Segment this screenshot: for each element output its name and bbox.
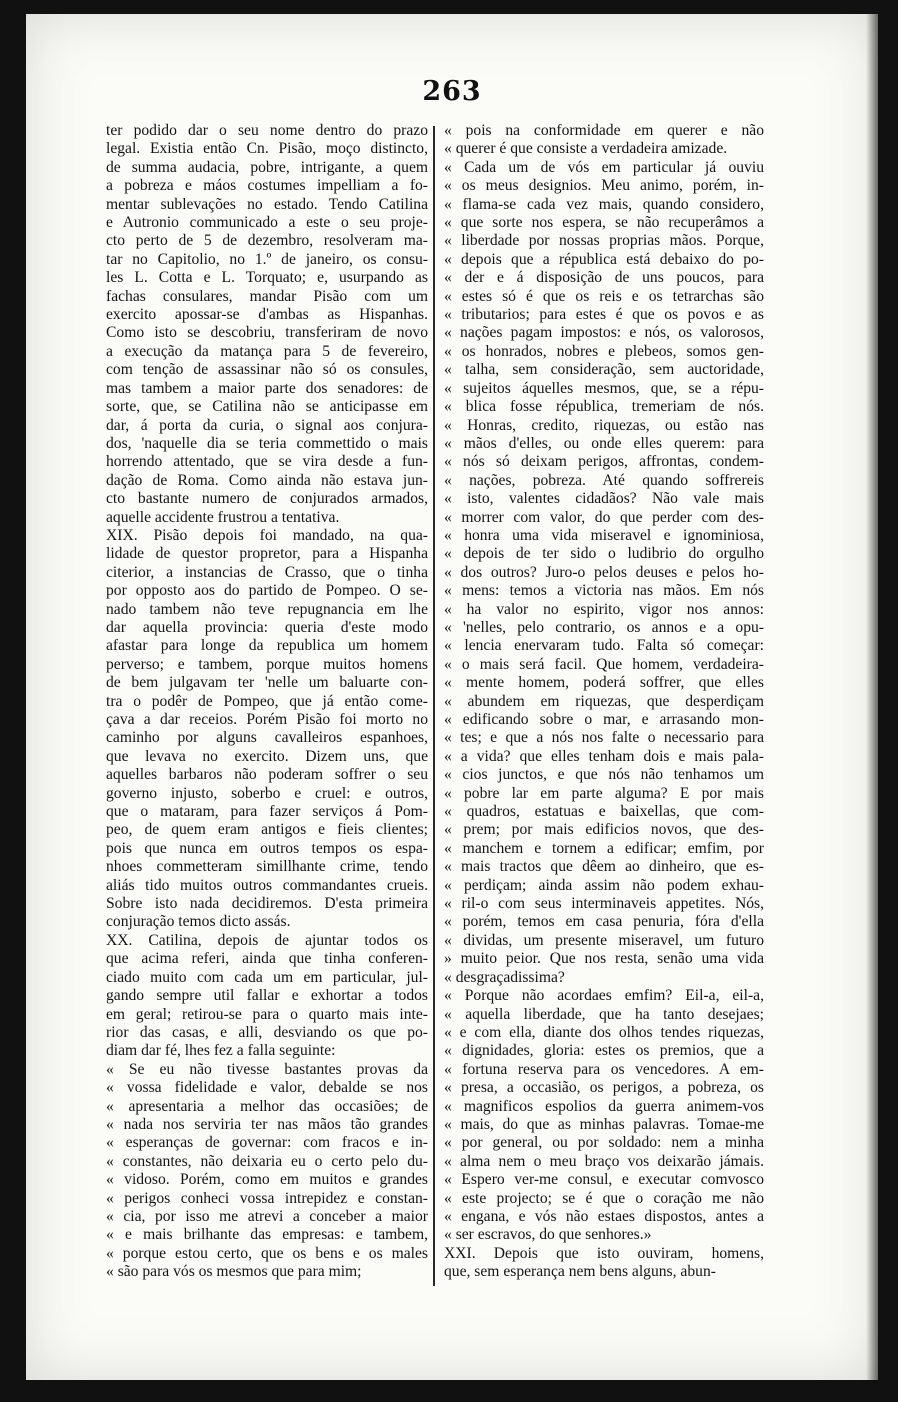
text-line: exercito apossar-se d'ambas as Hispanhas. <box>106 306 428 324</box>
text-line: mas tambem a maior parte dos senadores: de <box>106 379 428 397</box>
text-line: tar no Capitolio, no 1.º de janeiro, os consu- <box>106 250 428 268</box>
text-line: les L. Cotta e L. Torquato; e, usurpando as <box>106 269 428 287</box>
text-line: « ha valor no espirito, vigor nos annos: <box>444 600 764 618</box>
text-line: « fortuna reserva para os vencedores. A em- <box>444 1060 764 1078</box>
text-line: « nações pagam impostos: e nós, os valorosos, <box>444 324 764 342</box>
text-line: cto perto de 5 de dezembro, resolveram ma- <box>106 232 428 250</box>
text-line: « tes; e que a nós nos falte o necessario para <box>444 729 764 747</box>
text-line: nado tambem não teve repugnancia em lhe <box>106 600 428 618</box>
left-text-column <box>106 122 428 1282</box>
text-line: « os meus designios. Meu animo, porém, in- <box>444 177 764 195</box>
text-line: ter podido dar o seu nome dentro do prazo <box>106 122 428 139</box>
scan-edge-shadow <box>866 14 878 1380</box>
text-line: Sobre isto nada decidiremos. D'esta primeira <box>106 895 428 913</box>
text-line: « pobre lar em parte alguma? E por mais <box>444 784 764 802</box>
text-line: « estes só é que os reis e os tetrarchas são <box>444 287 764 305</box>
text-line: « ril-o com seus interminaveis appetites. Nós, <box>444 895 764 913</box>
text-line: « dividas, um presente miseravel, um futuro <box>444 931 764 949</box>
text-line: XXI. Depois que isto ouviram, homens, <box>444 1244 764 1262</box>
text-line: mentar sublevações no estado. Tendo Catilina <box>106 195 428 213</box>
text-line: « isto, valentes cidadãos? Não vale mais <box>444 490 764 508</box>
text-line: « blica fosse républica, tremeriam de nós. <box>444 398 764 416</box>
text-line: dar aquella provincia: queria d'este modo <box>106 618 428 636</box>
text-line: dos, 'naquelle dia se teria commettido o mais <box>106 434 428 452</box>
page-number: 263 <box>422 76 482 107</box>
text-line: perverso; e tambem, porque muitos homens <box>106 655 428 673</box>
text-line: « perdiçam; ainda assim não podem exhau- <box>444 876 764 894</box>
text-line: « tributarios; para estes é que os povos e as <box>444 306 764 324</box>
text-line: « alma nem o meu braço vos deixarão jámais. <box>444 1152 764 1170</box>
text-line: « edificando sobre o mar, e arrasando mon- <box>444 711 764 728</box>
text-line: dação de Roma. Como ainda não estava jun- <box>106 471 428 489</box>
text-line: « que sorte nos espera, se não recuperâmos a <box>444 214 764 232</box>
text-line: fachas consulares, mandar Pisão com um <box>106 287 428 305</box>
text-line: « nada nos serviria ter nas mãos tão grandes <box>106 1115 428 1133</box>
text-line: « prem; por mais edificios novos, que des- <box>444 821 764 839</box>
right-text-column <box>444 122 764 1282</box>
text-line: sorte, que, se Catilina não se anticipasse em <box>106 398 428 416</box>
text-line: « magnificos espolios da guerra animem-vos <box>444 1097 764 1115</box>
text-line: governo injusto, soberbo e cruel: e outros, <box>106 784 428 802</box>
text-line: caminho por alguns cavalleiros espanhoes, <box>106 729 428 747</box>
text-line: rior das casas, e alli, desviando os que po- <box>106 1023 428 1041</box>
text-line: « constantes, não deixaria eu o certo pelo du- <box>106 1152 428 1170</box>
text-line: » muito peior. Que nos resta, senão uma vida <box>444 950 764 968</box>
text-line: « engana, e vós não estaes dispostos, antes a <box>444 1207 764 1225</box>
text-line: diam dar fé, lhes fez a falla seguinte: <box>106 1042 336 1060</box>
text-line: « 'nelles, pelo contrario, os annos e a opu- <box>444 618 764 636</box>
text-line: « vidoso. Porém, como em muitos e grandes <box>106 1171 428 1189</box>
text-line: « porém, temos em casa penuria, fóra d'ella <box>444 913 764 931</box>
text-line: « Porque não acordaes emfim? Eil-a, eil-a, <box>444 987 764 1005</box>
text-line: em geral; retirou-se para o quarto mais inte- <box>106 1005 428 1023</box>
text-line: « este projecto; se é que o coração me não <box>444 1189 764 1207</box>
text-line: « apresentaria a melhor das occasiões; de <box>106 1097 428 1115</box>
text-line: « Espero ver-me consul, e executar comvosco <box>444 1171 764 1189</box>
text-line: « presa, a occasião, os perigos, a pobreza, os <box>444 1079 764 1097</box>
book-page <box>26 14 878 1380</box>
text-line: « Se eu não tivesse bastantes provas da <box>106 1060 428 1078</box>
text-line: citerior, a instancias de Crasso, que o tinha <box>106 563 428 581</box>
text-line: « depois que a républica está debaixo do po- <box>444 250 764 268</box>
text-line: horrendo attentado, que se vira desde a fun- <box>106 453 428 471</box>
text-line: cto bastante numero de conjurados armados, <box>106 490 428 508</box>
text-line: afastar para longe da republica um homem <box>106 637 428 655</box>
text-line: « lencia enervaram tudo. Falta só começar: <box>444 637 764 655</box>
text-line: « ser escravos, do que senhores.» <box>444 1226 652 1244</box>
text-line: « nações, pobreza. Até quando soffrereis <box>444 471 764 489</box>
text-line: de bem julgavam ter 'nelle um baluarte con- <box>106 674 428 692</box>
text-line: « sujeitos áquelles mesmos, que, se a répu- <box>444 379 764 397</box>
text-line: « pois na conformidade em querer e não <box>444 122 764 139</box>
text-line: « dos outros? Juro-o pelos deuses e pelos ho- <box>444 563 764 581</box>
text-line: « a vida? que elles tenham dois e mais pala- <box>444 747 764 765</box>
text-line: ciado muito com cada um em particular, jul- <box>106 968 428 986</box>
text-line: « o mais será facil. Que homem, verdadeira- <box>444 655 764 673</box>
text-line: lidade de questor propretor, para a Hispanha <box>106 545 428 563</box>
text-line: a pobreza e máos costumes impelliam a fo- <box>106 177 428 195</box>
text-line: conjuração temos dicto assás. <box>106 913 291 931</box>
text-line: a execução da matança para 5 de fevereiro, <box>106 342 428 360</box>
text-line: « esperanças de governar: com fracos e in- <box>106 1134 428 1152</box>
text-line: « talha, sem consideração, sem auctoridade, <box>444 361 764 379</box>
text-line: legal. Existia então Cn. Pisão, moço distincto, <box>106 140 428 158</box>
text-line: « morrer com valor, do que perder com des- <box>444 508 764 526</box>
text-line: « Cada um de vós em particular já ouviu <box>444 158 764 176</box>
text-line: « perigos conheci vossa intrepidez e constan- <box>106 1189 428 1207</box>
text-line: « são para vós os mesmos que para mim; <box>106 1263 362 1281</box>
text-line: tra o podêr de Pompeo, que já então come- <box>106 692 428 710</box>
text-line: « flama-se cada vez mais, quando considero, <box>444 195 764 213</box>
text-line: « desgraçadissima? <box>444 968 565 986</box>
text-line: e Autronio communicado a este o seu proje- <box>106 214 428 232</box>
column-divider <box>433 126 435 1286</box>
text-line: de summa audacia, pobre, intrigante, a quem <box>106 158 428 176</box>
text-line: « os honrados, nobres e plebeos, somos gen- <box>444 342 764 360</box>
text-line: XIX. Pisão depois foi mandado, na qua- <box>106 526 428 544</box>
text-line: XX. Catilina, depois de ajuntar todos os <box>106 931 428 949</box>
text-line: « cia, por isso me atrevi a conceber a maior <box>106 1207 428 1225</box>
text-line: « honra uma vida miseravel e ignominiosa, <box>444 526 764 544</box>
text-line: « mais tractos que dêem ao dinheiro, que es- <box>444 858 764 876</box>
text-line: « mente homem, poderá soffrer, que elles <box>444 674 764 692</box>
text-line: aliás tido muitos outros commandantes crueis. <box>106 876 428 894</box>
text-line: com tenção de assassinar não só os consules, <box>106 361 428 379</box>
text-line: « quadros, estatuas e baixellas, que com- <box>444 803 764 821</box>
text-line: « mãos d'elles, ou onde elles querem: para <box>444 434 764 452</box>
text-line: pois que nunca em outros tempos os espa- <box>106 839 428 857</box>
text-line: dar, á porta da curia, o signal aos conjura- <box>106 416 428 434</box>
text-line: « porque estou certo, que os bens e os males <box>106 1244 428 1262</box>
text-line: por opposto aos do partido de Pompeo. O se- <box>106 582 428 600</box>
text-line: aquelles barbaros não poderam soffrer o seu <box>106 766 428 784</box>
text-line: « dignidades, gloria: estes os premios, que a <box>444 1042 764 1060</box>
text-line: « nós só deixam perigos, affrontas, condem- <box>444 453 764 471</box>
text-line: que, sem esperança nem bens alguns, abun- <box>444 1263 716 1281</box>
text-line: « mens: temos a victoria nas mãos. Em nós <box>444 582 764 600</box>
text-line: « depois de ter sido o ludibrio do orgulho <box>444 545 764 563</box>
text-line: gando sempre util fallar e exhortar a todos <box>106 987 428 1005</box>
text-line: « por general, ou por soldado: nem a minha <box>444 1134 764 1152</box>
text-line: çava a dar receios. Porém Pisão foi morto no <box>106 711 428 728</box>
text-line: « aquella liberdade, que ha tanto desejaes; <box>444 1005 764 1023</box>
text-line: Como isto se descobriu, transferiram de novo <box>106 324 428 342</box>
text-line: « abundem em riquezas, que desperdiçam <box>444 692 764 710</box>
text-line: que acima referi, ainda que tinha conferen- <box>106 950 428 968</box>
text-line: « liberdade por nossas proprias mãos. Porque, <box>444 232 764 250</box>
text-line: nhoes commetteram simillhante crime, tendo <box>106 858 428 876</box>
text-line: « e com ella, diante dos olhos tendes riquezas, <box>444 1023 764 1041</box>
text-line: « manchem e tornem a edificar; emfim, por <box>444 839 764 857</box>
text-line: « mais, do que as minhas palavras. Tomae-me <box>444 1115 764 1133</box>
text-line: « querer é que consiste a verdadeira amizade. <box>444 140 728 158</box>
text-line: que o mataram, para fazer serviços á Pom- <box>106 803 428 821</box>
text-line: « der e á disposição de uns poucos, para <box>444 269 764 287</box>
text-line: « Honras, credito, riquezas, ou estão nas <box>444 416 764 434</box>
text-line: peo, de quem eram antigos e fieis clientes; <box>106 821 428 839</box>
text-line: aquelle accidente frustrou a tentativa. <box>106 508 340 526</box>
text-line: « e mais brilhante das empresas: e tambem, <box>106 1226 428 1244</box>
text-line: « cios junctos, e que nós não tenhamos um <box>444 766 764 784</box>
text-line: que levava no exercito. Dizem uns, que <box>106 747 428 765</box>
text-line: « vossa fidelidade e valor, debalde se nos <box>106 1079 428 1097</box>
